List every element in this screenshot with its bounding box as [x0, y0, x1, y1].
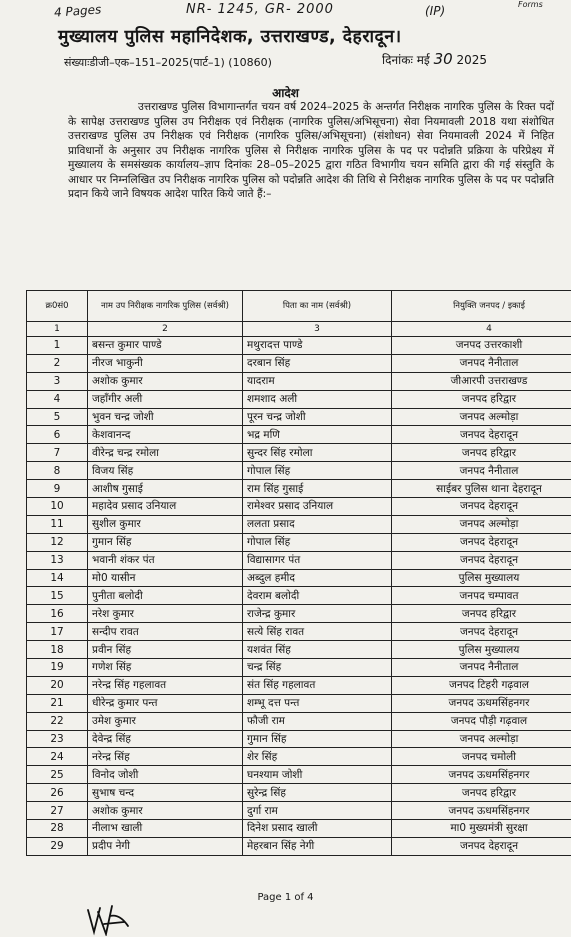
handwritten-reference-note: NR- 1245, GR- 2000 — [186, 2, 334, 17]
row-father-name: ललता प्रसाद — [243, 515, 392, 533]
row-posting: जनपद देहरादून — [392, 533, 571, 551]
row-father-name: घनश्याम जोशी — [243, 766, 392, 784]
table-row — [27, 337, 571, 355]
row-officer-name: नीलाभ खाली — [88, 820, 243, 838]
handwritten-page-note: 4 Pages — [53, 2, 102, 20]
table-row — [27, 784, 571, 802]
page-number: Page 1 of 4 — [257, 892, 314, 903]
row-serial: 9 — [27, 480, 88, 498]
row-father-name: दुर्गा राम — [243, 802, 392, 820]
table-row — [27, 444, 571, 462]
row-serial: 23 — [27, 730, 88, 748]
row-officer-name: नरेन्द्र सिंह — [88, 748, 243, 766]
table-row — [27, 676, 571, 694]
row-father-name: यशवंत सिंह — [243, 641, 392, 659]
row-father-name: राजेन्द्र कुमार — [243, 605, 392, 623]
row-serial: 21 — [27, 694, 88, 712]
row-serial: 14 — [27, 569, 88, 587]
table-row — [27, 408, 571, 426]
row-serial: 5 — [27, 408, 88, 426]
row-father-name: शमशाद अली — [243, 390, 392, 408]
order-heading: आदेश — [272, 86, 299, 100]
row-father-name: गुमान सिंह — [243, 730, 392, 748]
row-father-name: चन्द्र सिंह — [243, 659, 392, 677]
row-posting: जनपद उत्तरकाशी — [392, 337, 571, 355]
row-father-name: देवराम बलोदी — [243, 587, 392, 605]
row-posting: जनपद टिहरी गढ़वाल — [392, 676, 571, 694]
row-serial: 11 — [27, 515, 88, 533]
row-posting: जनपद देहरादून — [392, 426, 571, 444]
header-name: नाम उप निरीक्षक नागरिक पुलिस (सर्वश्री) — [88, 291, 243, 322]
table-row — [27, 820, 571, 838]
row-officer-name: सुशील कुमार — [88, 515, 243, 533]
row-officer-name: पुनीता बलोदी — [88, 587, 243, 605]
table-row — [27, 587, 571, 605]
row-posting: जीआरपी उत्तराखण्ड — [392, 372, 571, 390]
date-day: 30 — [433, 50, 453, 68]
row-officer-name: अशोक कुमार — [88, 802, 243, 820]
order-body — [68, 100, 554, 202]
column-number: 4 — [392, 322, 571, 337]
column-number: 3 — [243, 322, 392, 337]
row-posting: जनपद हरिद्वार — [392, 444, 571, 462]
table-row — [27, 623, 571, 641]
row-father-name: विद्यासागर पंत — [243, 551, 392, 569]
row-officer-name: गुमान सिंह — [88, 533, 243, 551]
row-officer-name: केशवानन्द — [88, 426, 243, 444]
row-posting: जनपद चम्पावत — [392, 587, 571, 605]
row-posting: जनपद हरिद्वार — [392, 390, 571, 408]
row-serial: 10 — [27, 498, 88, 516]
table-row — [27, 480, 571, 498]
row-serial: 22 — [27, 712, 88, 730]
row-father-name: सुरेन्द्र सिंह — [243, 784, 392, 802]
row-serial: 2 — [27, 354, 88, 372]
row-serial: 17 — [27, 623, 88, 641]
row-father-name: रामेश्वर प्रसाद उनियाल — [243, 498, 392, 516]
row-officer-name: प्रवीन सिंह — [88, 641, 243, 659]
row-posting: साईबर पुलिस थाना देहरादून — [392, 480, 571, 498]
row-father-name: गोपाल सिंह — [243, 462, 392, 480]
row-posting: पुलिस मुख्यालय — [392, 641, 571, 659]
table-row — [27, 766, 571, 784]
row-posting: जनपद हरिद्वार — [392, 784, 571, 802]
row-officer-name: विजय सिंह — [88, 462, 243, 480]
table-row — [27, 605, 571, 623]
row-posting: जनपद ऊधमसिंहनगर — [392, 802, 571, 820]
row-serial: 7 — [27, 444, 88, 462]
row-serial: 20 — [27, 676, 88, 694]
table-row — [27, 569, 571, 587]
row-posting: जनपद नैनीताल — [392, 462, 571, 480]
row-officer-name: महादेव प्रसाद उनियाल — [88, 498, 243, 516]
header-posting: नियुक्ति जनपद / इकाई — [392, 291, 571, 322]
row-father-name: दिनेश प्रसाद खाली — [243, 820, 392, 838]
row-officer-name: देवेन्द्र सिंह — [88, 730, 243, 748]
row-officer-name: नरेन्द्र सिंह गहलावत — [88, 676, 243, 694]
header-serial: क्र0सं0 — [27, 291, 88, 322]
row-serial: 8 — [27, 462, 88, 480]
table-row — [27, 390, 571, 408]
row-serial: 6 — [27, 426, 88, 444]
row-father-name: संत सिंह गहलावत — [243, 676, 392, 694]
row-serial: 26 — [27, 784, 88, 802]
header-father-name: पिता का नाम (सर्वश्री) — [243, 291, 392, 322]
row-officer-name: विनोद जोशी — [88, 766, 243, 784]
row-father-name: अब्दुल हमीद — [243, 569, 392, 587]
table-row — [27, 802, 571, 820]
row-father-name: सत्ये सिंह रावत — [243, 623, 392, 641]
handwritten-ip-note: (IP) — [425, 4, 446, 18]
row-officer-name: धीरेन्द्र कुमार पन्त — [88, 694, 243, 712]
row-officer-name: भुवन चन्द्र जोशी — [88, 408, 243, 426]
table-column-number-row — [27, 322, 571, 337]
table-row — [27, 837, 571, 855]
order-paragraph: उत्तराखण्ड पुलिस विभागान्तर्गत चयन वर्ष 2024–2025 के अन्तर्गत निरीक्षक नागरिक पुलिस के रिक्त पदों के सापेक्ष उत्तराखण्ड पुलिस उप निरीक्षक एवं निरीक्षक (नागरिक पुलिस/अभिसूचना) सेवा नियमावली 2018 यथा संशोधित उत्तराखण्ड पुलिस उप निरीक्षक एवं निरीक्षक (नागरिक पुलिस/अभिसूचना) (संशोधन) सेवा नियमावली 2024 में निहित प्राविधानों के अनुसार उप निरीक्षक नागरिक पुलिस से निरीक्षक नागरिक पुलिस के पद पर पदोन्नति प्रक्रिया के परिप्रेक्ष्य में मुख्यालय के समसंख्यक कार्यालय–ज्ञाप दिनांकः 28–05–2025 द्वारा गठित विभागीय चयन समिति द्वारा की गई संस्तुति के आधार पर निम्नलिखित उप निरीक्षक नागरिक पुलिस को पदोन्नति आदेश की तिथि से निरीक्षक नागरिक पुलिस के पद पर पदोन्नति प्रदान किये जाने विषयक आदेश पारित किये जाते हैं:– — [68, 101, 554, 200]
row-father-name: शम्भू दत्त पन्त — [243, 694, 392, 712]
row-father-name: मेहरबान सिंह नेगी — [243, 837, 392, 855]
date-label: दिनांकः मई — [382, 53, 430, 67]
row-posting: जनपद देहरादून — [392, 623, 571, 641]
row-officer-name: भवानी शंकर पंत — [88, 551, 243, 569]
table-row — [27, 659, 571, 677]
row-serial: 28 — [27, 820, 88, 838]
table-row — [27, 426, 571, 444]
table-row — [27, 354, 571, 372]
row-father-name: दरबान सिंह — [243, 354, 392, 372]
row-father-name: यादराम — [243, 372, 392, 390]
row-serial: 1 — [27, 337, 88, 355]
row-officer-name: गणेश सिंह — [88, 659, 243, 677]
row-posting: जनपद नैनीताल — [392, 354, 571, 372]
row-posting: जनपद अल्मोड़ा — [392, 730, 571, 748]
row-officer-name: अशोक कुमार — [88, 372, 243, 390]
row-posting: जनपद देहरादून — [392, 551, 571, 569]
row-father-name: गोपाल सिंह — [243, 533, 392, 551]
office-title: मुख्यालय पुलिस महानिदेशक, उत्तराखण्ड, देहरादून। — [58, 27, 402, 47]
row-posting: जनपद नैनीताल — [392, 659, 571, 677]
row-officer-name: आशीष गुसाई — [88, 480, 243, 498]
row-posting: जनपद पौड़ी गढ़वाल — [392, 712, 571, 730]
row-father-name: पूरन चन्द्र जोशी — [243, 408, 392, 426]
row-serial: 15 — [27, 587, 88, 605]
row-serial: 12 — [27, 533, 88, 551]
handwritten-forms-note: Forms — [518, 0, 543, 9]
row-posting: जनपद देहरादून — [392, 837, 571, 855]
row-serial: 18 — [27, 641, 88, 659]
row-serial: 13 — [27, 551, 88, 569]
row-officer-name: नीरज भाकुनी — [88, 354, 243, 372]
table-row — [27, 730, 571, 748]
row-posting: जनपद देहरादून — [392, 498, 571, 516]
order-date — [382, 50, 487, 68]
row-posting: जनपद ऊधमसिंहनगर — [392, 766, 571, 784]
row-officer-name: जहाँगीर अली — [88, 390, 243, 408]
row-serial: 24 — [27, 748, 88, 766]
row-officer-name: बसन्त कुमार पाण्डे — [88, 337, 243, 355]
table-row — [27, 641, 571, 659]
row-serial: 27 — [27, 802, 88, 820]
table-row — [27, 551, 571, 569]
table-row — [27, 533, 571, 551]
row-serial: 19 — [27, 659, 88, 677]
row-officer-name: नरेश कुमार — [88, 605, 243, 623]
row-officer-name: उमेश कुमार — [88, 712, 243, 730]
table-row — [27, 712, 571, 730]
table-row — [27, 748, 571, 766]
row-posting: जनपद अल्मोड़ा — [392, 515, 571, 533]
row-posting: जनपद ऊधमसिंहनगर — [392, 694, 571, 712]
column-number: 2 — [88, 322, 243, 337]
row-officer-name: मो0 यासीन — [88, 569, 243, 587]
row-father-name: मथुरादत्त पाण्डे — [243, 337, 392, 355]
row-posting: पुलिस मुख्यालय — [392, 569, 571, 587]
row-serial: 16 — [27, 605, 88, 623]
row-father-name: राम सिंह गुसाई — [243, 480, 392, 498]
row-posting: जनपद अल्मोड़ा — [392, 408, 571, 426]
row-father-name: सुन्दर सिंह रमोला — [243, 444, 392, 462]
row-posting: जनपद हरिद्वार — [392, 605, 571, 623]
table-row — [27, 498, 571, 516]
row-officer-name: प्रदीप नेगी — [88, 837, 243, 855]
row-serial: 29 — [27, 837, 88, 855]
date-year: 2025 — [456, 53, 488, 67]
row-father-name: शेर सिंह — [243, 748, 392, 766]
row-posting: मा0 मुख्यमंत्री सुरक्षा — [392, 820, 571, 838]
table-row — [27, 372, 571, 390]
promotion-table — [26, 290, 571, 856]
row-posting: जनपद चमोली — [392, 748, 571, 766]
row-father-name: भद्र मणि — [243, 426, 392, 444]
table-body — [27, 337, 571, 856]
row-serial: 25 — [27, 766, 88, 784]
row-serial: 4 — [27, 390, 88, 408]
row-father-name: फौजी राम — [243, 712, 392, 730]
column-number: 1 — [27, 322, 88, 337]
table-row — [27, 694, 571, 712]
signature-mark — [84, 902, 144, 936]
row-officer-name: सन्दीप रावत — [88, 623, 243, 641]
table-row — [27, 462, 571, 480]
row-officer-name: सुभाष चन्द — [88, 784, 243, 802]
reference-number: संख्याःडीजी–एक–151–2025(पार्ट–1) (10860) — [64, 56, 272, 69]
table-header-row — [27, 291, 571, 322]
row-officer-name: वीरेन्द्र चन्द्र रमोला — [88, 444, 243, 462]
row-serial: 3 — [27, 372, 88, 390]
table-row — [27, 515, 571, 533]
